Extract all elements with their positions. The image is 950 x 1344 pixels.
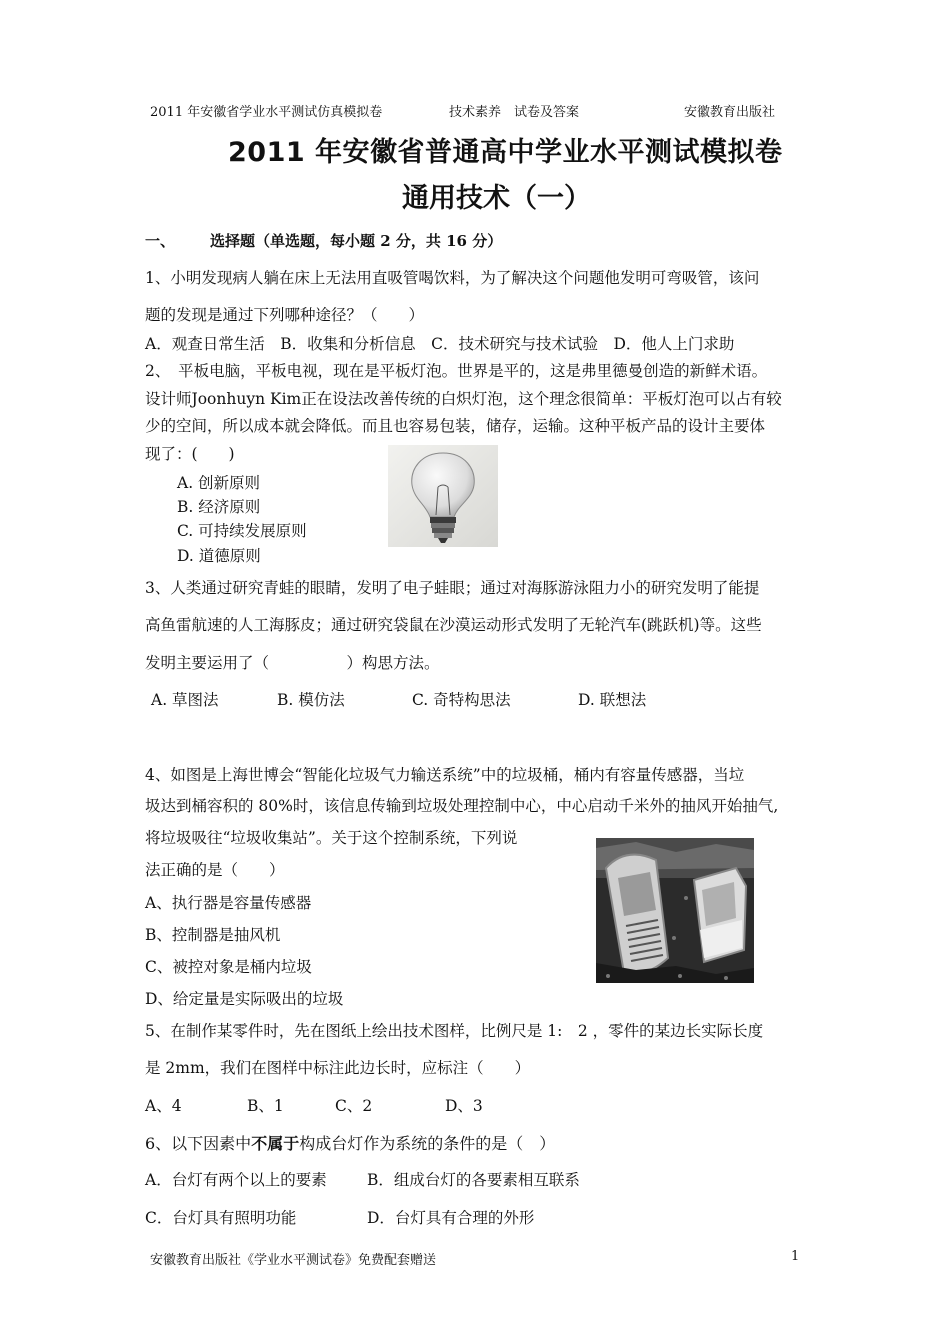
q1-options: A．观查日常生活 B．收集和分析信息 C．技术研究与技术试验 D．他人上门求助: [145, 335, 735, 353]
q4-option-b: B、控制器是抽风机: [145, 926, 281, 944]
section-label: 选择题（单选题，每小题 2 分，共 16 分）: [210, 232, 503, 250]
q4-line3: 将垃圾吸往“垃圾收集站”。关于这个控制系统，下列说: [145, 829, 518, 847]
q3-line1: 3、人类通过研究青蛙的眼睛，发明了电子蛙眼；通过对海豚游泳阻力小的研究发明了能提: [145, 579, 760, 597]
q2-line4: 现了：( ): [145, 445, 235, 463]
q2-option-a: A. 创新原则: [177, 474, 261, 492]
q2-option-b: B. 经济原则: [177, 498, 261, 516]
q3-line3: 发明主要运用了（ ）构思方法。: [145, 654, 440, 672]
q3-option-d: D. 联想法: [578, 691, 647, 709]
q5-option-c: C、2: [335, 1097, 373, 1115]
q6-suffix: 构成台灯作为系统的条件的是（ ）: [299, 1134, 556, 1153]
q1-line1: 1、小明发现病人躺在床上无法用直吸管喝饮料，为了解决这个问题他发明可弯吸管，该问: [145, 269, 760, 287]
q5-line2: 是 2mm，我们在图样中标注此边长时，应标注（ ）: [145, 1059, 531, 1077]
q3-option-a: A. 草图法: [151, 691, 219, 709]
q1-line2: 题的发现是通过下列哪种途径？（ ）: [145, 306, 425, 324]
header-right: 安徽教育出版社: [684, 105, 776, 120]
header-center: 技术素养 试卷及答案: [449, 105, 580, 120]
q6-option-c: C．台灯具有照明功能: [145, 1209, 297, 1227]
q2-option-d: D. 道德原则: [177, 547, 261, 565]
q2-line1: 2、 平板电脑，平板电视，现在是平板灯泡。世界是平的，这是弗里德曼创造的新鲜术语。: [145, 362, 768, 380]
q6-prefix: 6、以下因素中: [145, 1134, 252, 1153]
q5-line1: 5、在制作某零件时，先在图纸上绘出技术图样，比例尺是 1: 2 ，零件的某边长实际长度: [145, 1022, 764, 1040]
q4-line2: 圾达到桶容积的 80%时，该信息传输到垃圾处理控制中心，中心启动千米外的抽风开始抽气,: [145, 797, 779, 815]
q5-option-d: D、3: [445, 1097, 483, 1115]
page-number: 1: [791, 1249, 800, 1264]
header-left: 2011 年安徽省学业水平测试仿真模拟卷: [150, 105, 383, 120]
q4-option-a: A、执行器是容量传感器: [145, 894, 312, 912]
q6-option-b: B．组成台灯的各要素相互联系: [367, 1171, 580, 1189]
trash-bin-image: [596, 838, 754, 983]
q5-option-b: B、1: [247, 1097, 284, 1115]
light-bulb-image: [388, 445, 498, 547]
page-title: 2011 年安徽省普通高中学业水平测试模拟卷: [228, 137, 783, 168]
q4-line1: 4、如图是上海世博会“智能化垃圾气力输送系统”中的垃圾桶，桶内有容量传感器，当垃: [145, 766, 745, 784]
q6-emphasis: 不属于: [251, 1134, 300, 1153]
q3-line2: 高鱼雷航速的人工海豚皮；通过研究袋鼠在沙漠运动形式发明了无轮汽车(跳跃机)等。这些: [145, 616, 762, 634]
q6-stem: [145, 1131, 555, 1154]
footer-text: 安徽教育出版社《学业水平测试卷》免费配套赠送: [150, 1253, 437, 1268]
section-number: 一、: [145, 232, 176, 250]
q2-option-c: C. 可持续发展原则: [177, 522, 307, 540]
page-subtitle: 通用技术（一）: [402, 183, 591, 214]
q4-option-d: D、给定量是实际吸出的垃圾: [145, 990, 344, 1008]
q3-option-b: B. 模仿法: [277, 691, 345, 709]
q2-line2: 设计师Joonhuyn Kim正在设法改善传统的白炽灯泡，这个理念很简单：平板灯泡可以占有较: [145, 390, 782, 408]
q2-line3: 少的空间，所以成本就会降低。而且也容易包装，储存，运输。这种平板产品的设计主要体: [145, 417, 766, 435]
q6-option-d: D．台灯具有合理的外形: [367, 1209, 535, 1227]
q3-option-c: C. 奇特构思法: [412, 691, 511, 709]
q5-option-a: A、4: [145, 1097, 182, 1115]
q4-option-c: C、被控对象是桶内垃圾: [145, 958, 312, 976]
q4-line4: 法正确的是（ ）: [145, 861, 285, 879]
q6-option-a: A．台灯有两个以上的要素: [145, 1171, 327, 1189]
